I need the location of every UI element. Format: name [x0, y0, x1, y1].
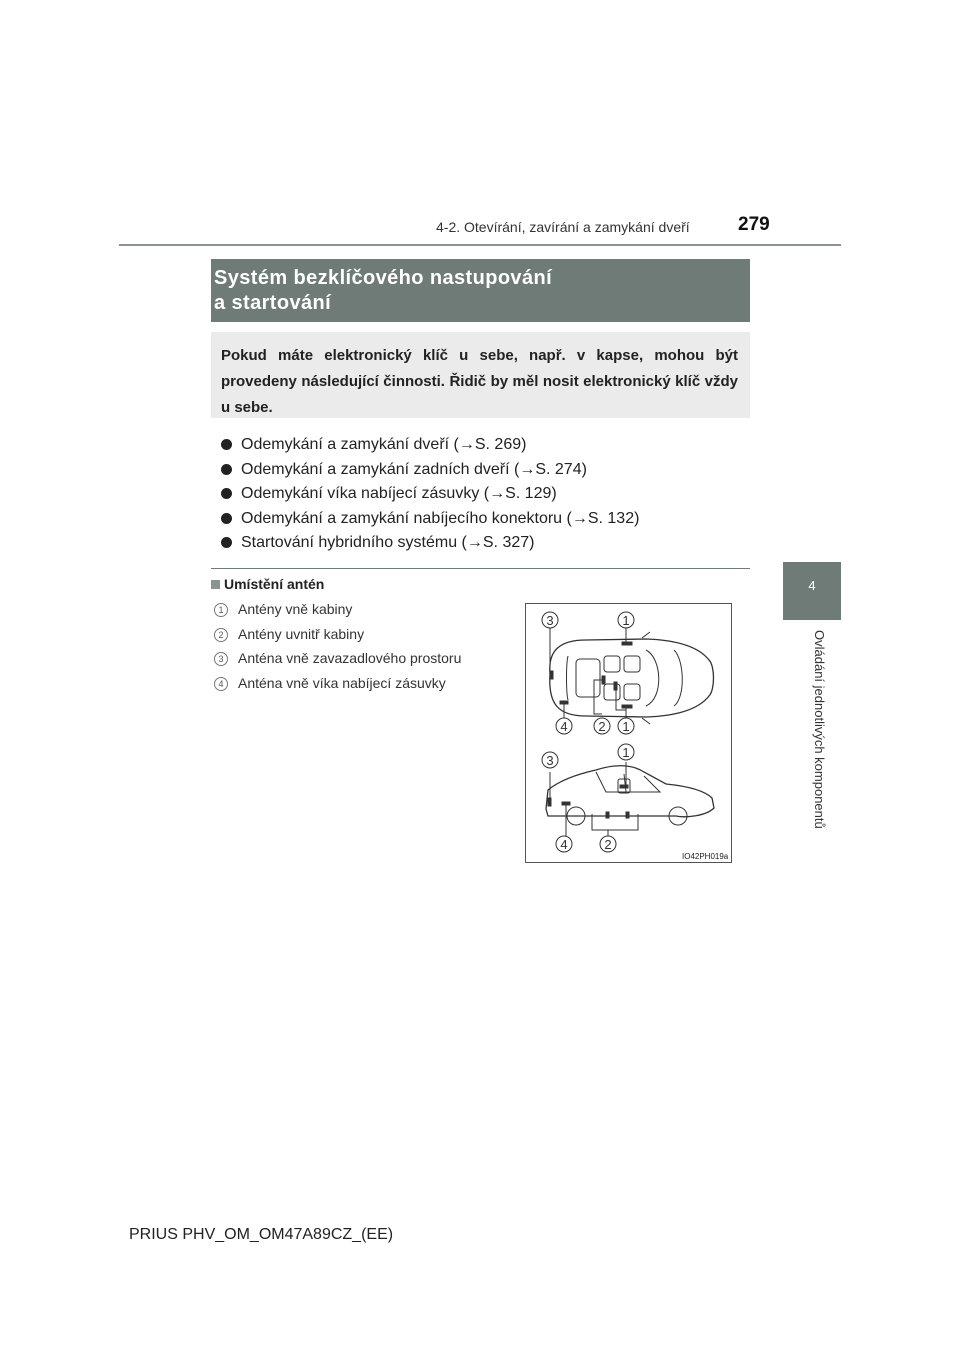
subsection-title: Umístění antén — [211, 576, 324, 592]
list-item: 2 Antény uvnitř kabiny — [214, 625, 461, 650]
callout-1-top — [618, 612, 634, 628]
svg-text:1: 1 — [622, 613, 630, 628]
car-top-view-icon — [550, 628, 714, 724]
car-diagram — [526, 604, 731, 862]
svg-text:1: 1 — [622, 745, 630, 760]
list-item: Odemykání a zamykání nabíjecího konektoru (→S. 132) — [221, 507, 639, 532]
header-divider — [119, 244, 841, 246]
callout-2-top — [594, 718, 610, 734]
list-item: 3 Anténa vně zavazadlového prostoru — [214, 649, 461, 674]
chapter-number: 4 — [808, 578, 816, 593]
section-title-line-2: a startování — [214, 292, 332, 314]
list-item: Odemykání a zamykání zadních dveří (→S. 274) — [221, 458, 639, 483]
list-item: 1 Antény vně kabiny — [214, 600, 461, 625]
bullet-icon — [221, 464, 232, 475]
page-number: 279 — [738, 214, 770, 235]
feature-list — [221, 433, 639, 556]
intro-note: Pokud máte elektronický klíč u sebe, např. v kapse, mohou být provedeny následující činnosti. Řidič by měl nosit elektronický klíč vždy u sebe. — [211, 332, 750, 418]
bullet-icon — [221, 513, 232, 524]
section-title-line-1: Systém bezklíčového nastupování — [214, 267, 553, 289]
svg-text:4: 4 — [560, 719, 568, 734]
list-item: Startování hybridního systému (→S. 327) — [221, 531, 639, 556]
bullet-icon — [221, 537, 232, 548]
antenna-location-figure — [525, 603, 732, 863]
list-item: Odemykání a zamykání dveří (→S. 269) — [221, 433, 639, 458]
callout-2-side — [600, 836, 616, 852]
callout-number: 1 — [214, 603, 228, 617]
chapter-label: Ovládání jednotlivých komponentů — [812, 630, 827, 829]
svg-text:3: 3 — [546, 613, 554, 628]
callout-3-side — [542, 752, 558, 768]
callout-4-side — [556, 836, 572, 852]
list-item: 4 Anténa vně víka nabíjecí zásuvky — [214, 674, 461, 699]
callout-number: 3 — [214, 652, 228, 666]
callout-1-side — [618, 744, 634, 760]
svg-text:4: 4 — [560, 837, 568, 852]
list-item: Odemykání víka nabíjecí zásuvky (→S. 129) — [221, 482, 639, 507]
svg-text:2: 2 — [604, 837, 612, 852]
svg-text:2: 2 — [598, 719, 606, 734]
callout-3-top — [542, 612, 558, 628]
callout-4-top — [556, 718, 572, 734]
section-divider — [211, 568, 750, 569]
bullet-icon — [221, 439, 232, 450]
callout-number: 2 — [214, 628, 228, 642]
bullet-icon — [221, 488, 232, 499]
document-footer: PRIUS PHV_OM_OM47A89CZ_(EE) — [129, 1226, 394, 1243]
figure-code: IO42PH019a — [682, 852, 729, 861]
callout-1-top-bottom — [618, 718, 634, 734]
svg-text:3: 3 — [546, 753, 554, 768]
car-side-view-icon — [546, 762, 714, 836]
running-header: 4-2. Otevírání, zavírání a zamykání dveří — [436, 219, 690, 235]
callout-number: 4 — [214, 677, 228, 691]
antenna-list — [214, 600, 461, 698]
section-title — [211, 259, 750, 322]
svg-text:1: 1 — [622, 719, 630, 734]
square-bullet-icon — [211, 580, 220, 589]
